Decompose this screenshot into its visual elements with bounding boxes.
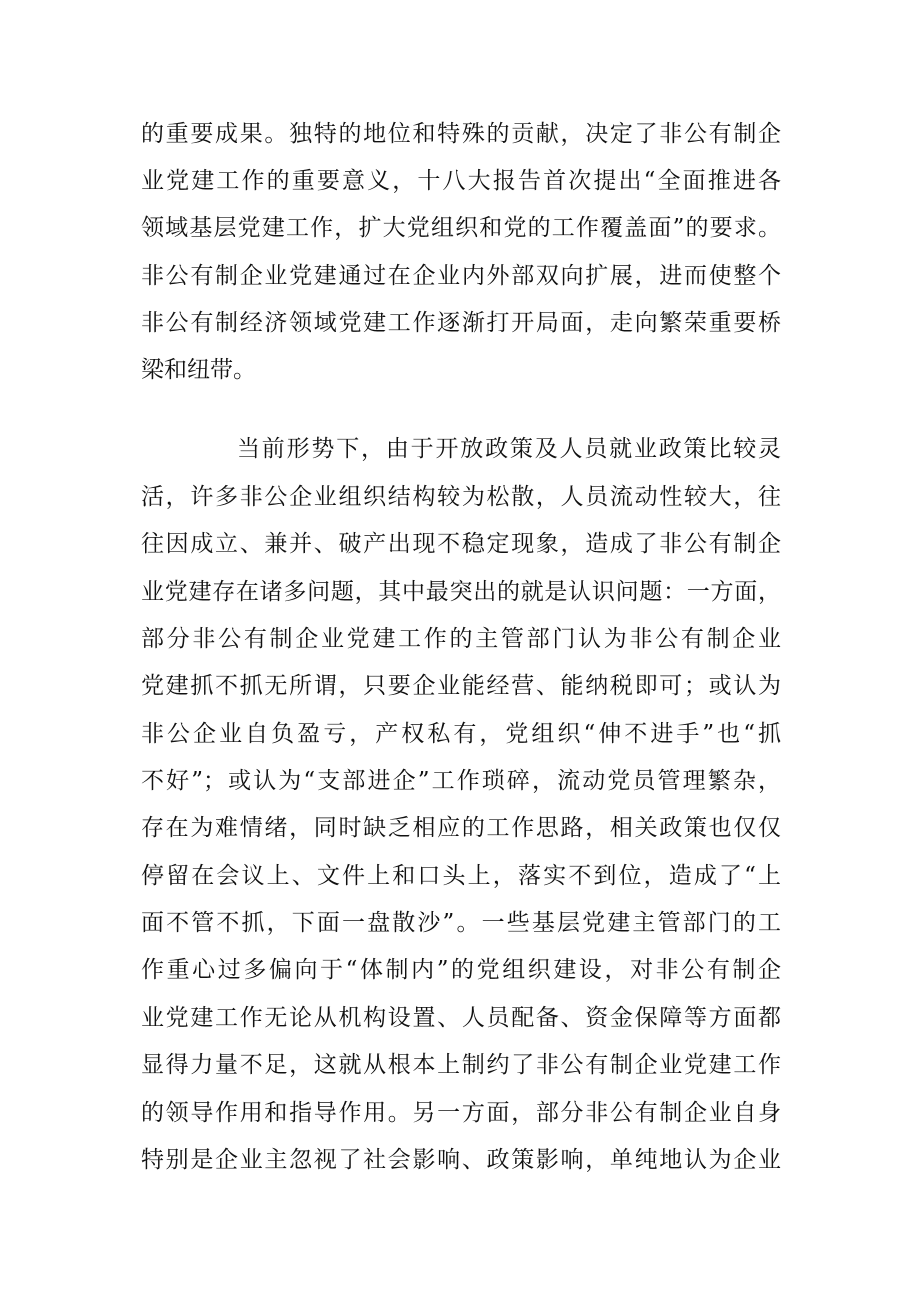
text-line: 存在为难情绪，同时缺乏相应的工作思路，相关政策也仅仅 [141, 815, 781, 841]
text-line: 部分非公有制企业党建工作的主管部门认为非公有制企业 [141, 626, 781, 652]
text-line: 梁和纽带。 [141, 357, 256, 383]
text-line: 当前形势下，由于开放政策及人员就业政策比较灵 [237, 436, 781, 462]
text-line: 面不管不抓，下面一盘散沙”。一些基层党建主管部门的工 [141, 910, 781, 936]
text-line: 往因成立、兼并、破产出现不稳定现象，造成了非公有制企 [141, 531, 781, 557]
text-line: 领域基层党建工作，扩大党组织和党的工作覆盖面”的要求。 [141, 215, 781, 241]
text-line: 活，许多非公企业组织结构较为松散，人员流动性较大，往 [141, 484, 781, 510]
text-line: 业党建工作无论从机构设置、人员配备、资金保障等方面都 [141, 1005, 781, 1031]
text-line: 显得力量不足，这就从根本上制约了非公有制企业党建工作 [141, 1052, 781, 1078]
text-line: 停留在会议上、文件上和口头上，落实不到位，造成了“上 [141, 863, 781, 889]
text-line: 作重心过多偏向于“体制内”的党组织建设，对非公有制企 [141, 957, 781, 983]
text-line: 非公有制企业党建通过在企业内外部双向扩展，进而使整个 [141, 263, 781, 289]
text-line: 党建抓不抓无所谓，只要企业能经营、能纳税即可；或认为 [141, 673, 781, 699]
text-line: 非公有制经济领域党建工作逐渐打开局面，走向繁荣重要桥 [141, 310, 781, 336]
text-line: 业党建存在诸多问题，其中最突出的就是认识问题：一方面， [141, 579, 781, 605]
text-line: 不好”；或认为“支部进企”工作琐碎，流动党员管理繁杂， [141, 768, 781, 794]
text-line: 非公企业自负盈亏，产权私有，党组织“伸不进手”也“抓 [141, 721, 781, 747]
text-line: 的领导作用和指导作用。另一方面，部分非公有制企业自身 [141, 1100, 781, 1126]
text-line: 的重要成果。独特的地位和特殊的贡献，决定了非公有制企 [141, 121, 781, 147]
text-line: 特别是企业主忽视了社会影响、政策影响，单纯地认为企业 [141, 1147, 781, 1173]
text-line: 业党建工作的重要意义，十八大报告首次提出“全面推进各 [141, 168, 781, 194]
